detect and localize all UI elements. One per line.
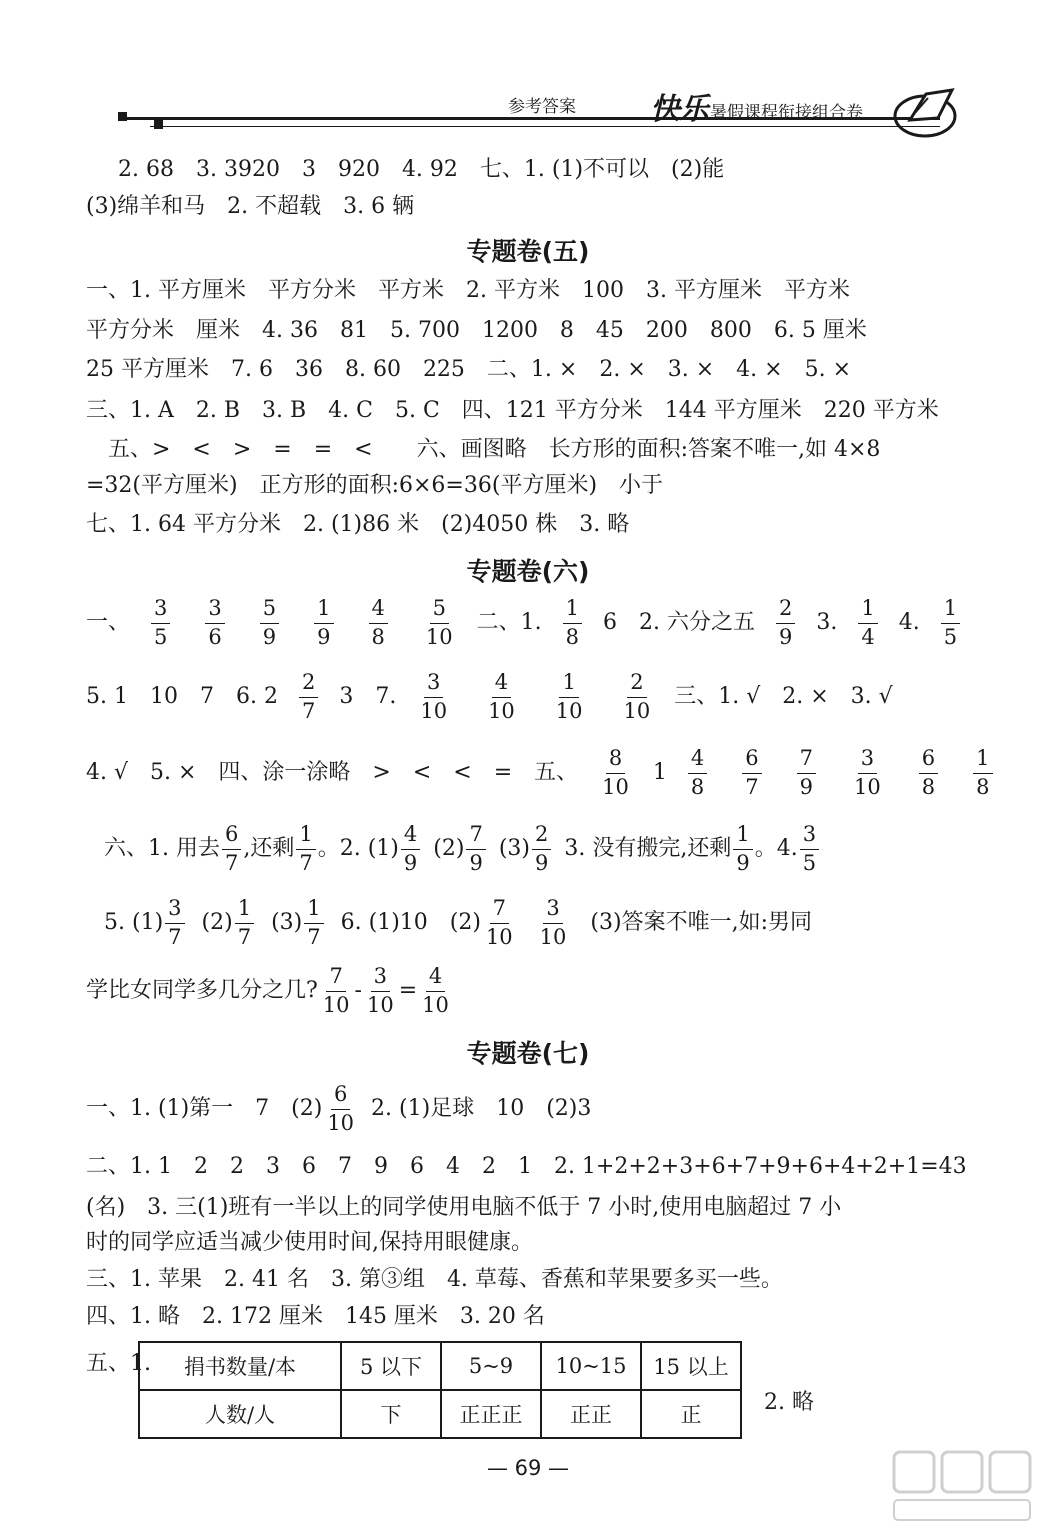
answer-line: 五、> < > = = < 六、画图略 长方形的面积:答案不唯一,如 4×8 — [86, 437, 881, 462]
table-label: 五、1. — [86, 1351, 151, 1376]
fraction: $\frac{1}{9}$ — [314, 597, 333, 648]
answer-line: 四、1. 略 2. 172 厘米 145 厘米 3. 20 名 — [86, 1304, 545, 1329]
fraction: $\frac{1}{8}$ — [973, 747, 992, 798]
table-cell: 正 — [641, 1390, 741, 1438]
answer-line: 三、1. 苹果 2. 41 名 3. 第③组 4. 草莓、香蕉和苹果要多买一些。 — [86, 1267, 783, 1292]
fraction: $\frac{2}{9}$ — [776, 597, 795, 648]
answer-line: 2. 68 3. 3920 3 920 4. 92 七、1. (1)不可以 (2)能 — [118, 157, 725, 182]
fraction: $\frac{2}{10}$ — [623, 670, 651, 723]
answer-line: 5. (1) $\frac{3}{7}$ (2) $\frac{1}{7}$ (3) $\frac{1}{7}$ 6. (1)10 (2) $\frac{7}{10}$ $\frac{3}{10}$ (3)答案不唯一,如:男同 — [104, 896, 812, 949]
table-cell: 下 — [341, 1390, 441, 1438]
book-logo-icon — [892, 80, 962, 140]
fraction: $\frac{3}{7}$ — [165, 897, 184, 948]
table-cell: 正正正 — [441, 1390, 541, 1438]
fraction: $\frac{1}{9}$ — [733, 823, 752, 874]
table-header-cell: 15 以上 — [641, 1342, 741, 1390]
table-row — [139, 1390, 741, 1438]
table-extra-answer: 2. 略 — [764, 1390, 814, 1415]
fraction: $\frac{8}{10}$ — [602, 746, 629, 799]
fraction: $\frac{7}{10}$ — [322, 964, 350, 1017]
section-title-6: 专题卷(六) — [466, 557, 590, 586]
fraction: $\frac{6}{7}$ — [742, 747, 761, 798]
answer-line: 时的同学应适当减少使用时间,保持用眼健康。 — [86, 1230, 533, 1255]
fraction: $\frac{4}{8}$ — [688, 747, 707, 798]
answer-line: 学比女同学多几分之几? $\frac{7}{10}$ - $\frac{3}{10}$ = $\frac{4}{10}$ — [86, 962, 454, 1020]
header-square — [154, 120, 163, 129]
table-header-cell: 捐书数量/本 — [139, 1342, 341, 1390]
fraction: $\frac{3}{5}$ — [800, 823, 819, 874]
watermark-icon — [890, 1446, 1040, 1526]
fraction: $\frac{2}{9}$ — [532, 823, 551, 874]
answer-line: 一、1. 平方厘米 平方分米 平方米 2. 平方米 100 3. 平方厘米 平方米 — [86, 278, 850, 303]
table-header-cell: 5 以下 — [341, 1342, 441, 1390]
fraction: $\frac{4}{10}$ — [422, 964, 449, 1017]
fraction: $\frac{3}{6}$ — [205, 597, 224, 648]
table-cell: 人数/人 — [139, 1390, 341, 1438]
answer-line: 一、 $\frac{3}{5}$ $\frac{3}{6}$ $\frac{5}{9}$ $\frac{1}{9}$ $\frac{4}{8}$ $\frac{5}{10}$ 二、1. $\frac{1}{8}$ 6 2. 六分之五 $\frac{2}{9}$ 3. $\frac{1}{4}$ 4. $\frac{1}{5}$ — [86, 594, 974, 652]
header-rule-thin — [150, 126, 940, 127]
header-ref-label: 参考答案 — [508, 97, 576, 117]
fraction: $\frac{1}{7}$ — [304, 897, 323, 948]
page-number: — 69 — — [486, 1456, 570, 1480]
table-cell: 正正 — [541, 1390, 641, 1438]
table-header-cell: 5~9 — [441, 1342, 541, 1390]
fraction: $\frac{3}{10}$ — [366, 964, 394, 1017]
fraction: $\frac{4}{8}$ — [369, 597, 388, 648]
answer-line: 六、1. 用去 $\frac{6}{7}$ ,还剩 $\frac{1}{7}$ 。2. (1) $\frac{4}{9}$ (2) $\frac{7}{9}$ (3) $\frac{2}{9}$ 3. 没有搬完,还剩 $\frac{1}{9}$ 。4. $\frac{3}{5}$ — [104, 820, 821, 878]
fraction: $\frac{1}{8}$ — [563, 597, 582, 648]
tally-table — [138, 1341, 742, 1439]
answer-line: (名) 3. 三(1)班有一半以上的同学使用电脑不低于 7 小时,使用电脑超过 7 小 — [86, 1195, 842, 1220]
fraction: $\frac{7}{10}$ — [485, 896, 513, 949]
fraction: $\frac{1}{7}$ — [235, 897, 254, 948]
answer-line: 三、1. A 2. B 3. B 4. C 5. C 四、121 平方分米 144 平方厘米 220 平方米 — [86, 398, 939, 423]
fraction: $\frac{3}{10}$ — [539, 896, 567, 949]
answer-line: 七、1. 64 平方分米 2. (1)86 米 (2)4050 株 3. 略 — [86, 512, 630, 537]
answer-line: 平方分米 厘米 4. 36 81 5. 700 1200 8 45 200 800 6. 5 厘米 — [86, 318, 867, 343]
fraction: $\frac{1}{4}$ — [858, 597, 877, 648]
section-title-7: 专题卷(七) — [466, 1039, 590, 1068]
answer-line: 25 平方厘米 7. 6 36 8. 60 225 二、1. × 2. × 3. × 4. × 5. × — [86, 357, 852, 382]
section-title-5: 专题卷(五) — [466, 237, 590, 266]
fraction: $\frac{3}{10}$ — [854, 746, 881, 799]
answer-line: 一、1. (1)第一 7 (2) $\frac{6}{10}$ 2. (1)足球 10 (2)3 — [86, 1082, 592, 1135]
fraction: $\frac{1}{10}$ — [555, 670, 583, 723]
table-header-cell: 10~15 — [541, 1342, 641, 1390]
fraction: $\frac{4}{10}$ — [488, 670, 515, 723]
page-header — [0, 0, 1056, 150]
header-brand: 快乐 — [650, 92, 708, 127]
answer-line: =32(平方厘米) 正方形的面积:6×6=36(平方厘米) 小于 — [86, 473, 664, 498]
fraction: $\frac{6}{10}$ — [327, 1082, 355, 1135]
fraction: $\frac{2}{7}$ — [299, 671, 318, 722]
answer-line: 4. √ 5. × 四、涂一涂略 > < < = 五、 $\frac{8}{10}$ 1 $\frac{4}{8}$ $\frac{6}{7}$ $\frac{7}{9}$ $\frac{3}{10}$ $\frac{6}{8}$ $\frac{1}{8}$ — [86, 744, 1007, 802]
fraction: $\frac{5}{9}$ — [260, 597, 279, 648]
header-subtitle: 暑假课程衔接组合卷 — [710, 103, 863, 123]
fraction: $\frac{6}{8}$ — [919, 747, 938, 798]
fraction: $\frac{5}{10}$ — [425, 596, 453, 649]
fraction: $\frac{7}{9}$ — [797, 747, 816, 798]
fraction: $\frac{7}{9}$ — [466, 823, 485, 874]
fraction: $\frac{4}{9}$ — [401, 823, 420, 874]
fraction: $\frac{3}{5}$ — [151, 597, 170, 648]
answer-line: 5. 1 10 7 6. 2 $\frac{2}{7}$ 3 7. $\frac{3}{10}$ $\frac{4}{10}$ $\frac{1}{10}$ $\frac{2}{10}$ 三、1. √ 2. × 3. √ — [86, 670, 893, 723]
fraction: $\frac{3}{10}$ — [420, 670, 448, 723]
fraction: $\frac{1}{5}$ — [941, 597, 960, 648]
answer-line: (3)绵羊和马 2. 不超载 3. 6 辆 — [86, 194, 415, 219]
fraction: $\frac{6}{7}$ — [222, 823, 241, 874]
table-row — [139, 1342, 741, 1390]
answer-line: 二、1. 1 2 2 3 6 7 9 6 4 2 1 2. 1+2+2+3+6+7+9+6+4+2+1=43 — [86, 1154, 967, 1179]
fraction: $\frac{1}{7}$ — [296, 823, 315, 874]
